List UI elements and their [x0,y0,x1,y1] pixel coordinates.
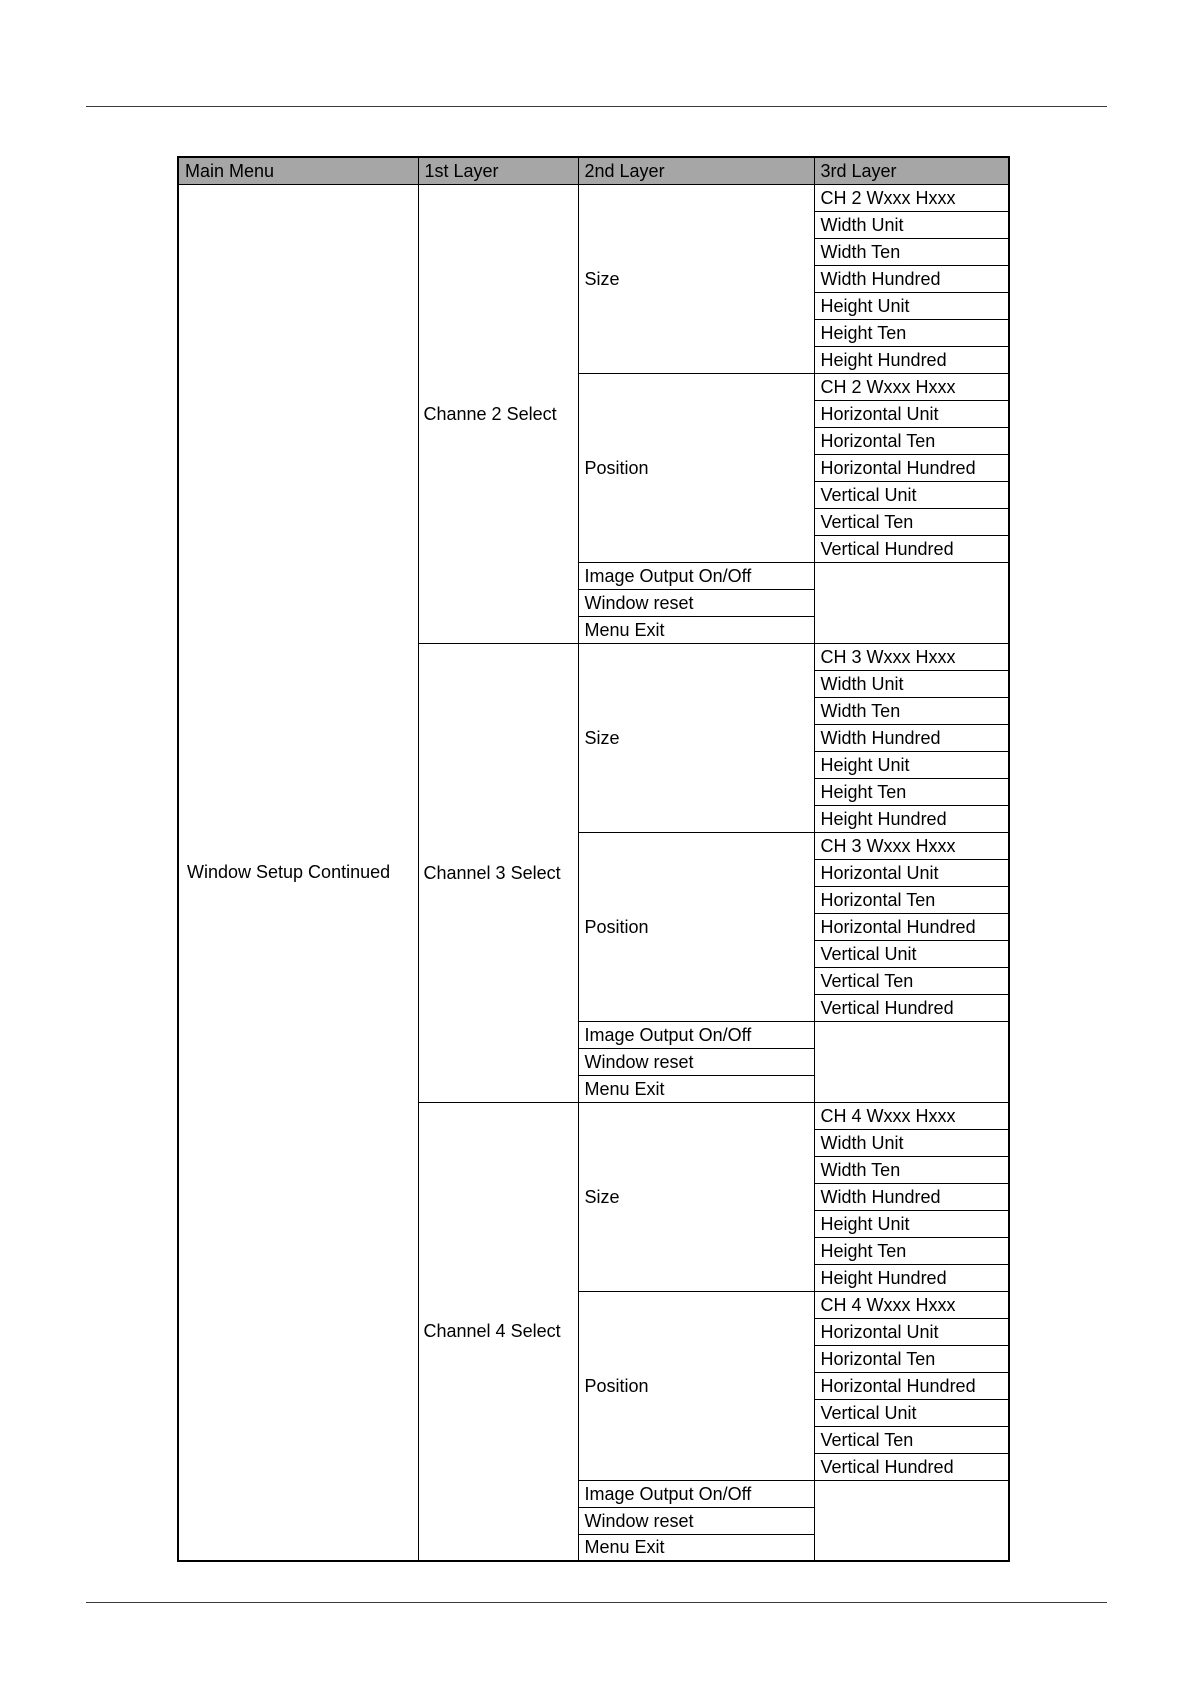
channel-select-cell: Channe 2 Select [418,184,578,643]
group-cell: Position [578,373,814,562]
item-cell: Width Unit [814,211,1009,238]
action-cell: Menu Exit [578,1075,814,1102]
channel-select-cell: Channel 4 Select [418,1102,578,1561]
item-cell: Vertical Unit [814,940,1009,967]
menu-tree-table [177,156,1010,1562]
item-cell: Height Unit [814,292,1009,319]
item-cell: Width Ten [814,1156,1009,1183]
action-cell: Window reset [578,1048,814,1075]
item-cell: Vertical Ten [814,967,1009,994]
bottom-divider [86,1602,1107,1603]
channel-select-cell: Channel 3 Select [418,643,578,1102]
action-cell: Image Output On/Off [578,562,814,589]
item-cell: Height Unit [814,1210,1009,1237]
action-cell: Window reset [578,589,814,616]
table-row [178,184,1009,211]
item-cell: Vertical Hundred [814,535,1009,562]
top-divider [86,106,1107,107]
header-2nd-layer: 2nd Layer [578,157,814,184]
item-cell: CH 4 Wxxx Hxxx [814,1291,1009,1318]
empty-cell [814,1480,1009,1561]
item-cell: Height Unit [814,751,1009,778]
item-cell: Height Ten [814,319,1009,346]
item-cell: Horizontal Unit [814,1318,1009,1345]
main-menu-cell: Window Setup Continued [178,184,418,1561]
action-cell: Window reset [578,1507,814,1534]
empty-cell [814,562,1009,643]
header-main-menu: Main Menu [178,157,418,184]
item-cell: Height Hundred [814,346,1009,373]
action-cell: Menu Exit [578,616,814,643]
action-cell: Image Output On/Off [578,1480,814,1507]
item-cell: Height Ten [814,1237,1009,1264]
action-cell: Menu Exit [578,1534,814,1561]
item-cell: CH 3 Wxxx Hxxx [814,832,1009,859]
item-cell: CH 3 Wxxx Hxxx [814,643,1009,670]
header-3rd-layer: 3rd Layer [814,157,1009,184]
group-cell: Size [578,1102,814,1291]
table-header [178,157,1009,184]
item-cell: Width Unit [814,1129,1009,1156]
item-cell: Vertical Hundred [814,1453,1009,1480]
item-cell: Vertical Unit [814,481,1009,508]
item-cell: CH 2 Wxxx Hxxx [814,373,1009,400]
item-cell: Horizontal Unit [814,400,1009,427]
item-cell: Height Ten [814,778,1009,805]
group-cell: Size [578,184,814,373]
header-row [178,157,1009,184]
item-cell: Height Hundred [814,1264,1009,1291]
table-body [178,184,1009,1561]
item-cell: Vertical Ten [814,508,1009,535]
group-cell: Position [578,1291,814,1480]
group-cell: Position [578,832,814,1021]
item-cell: Horizontal Ten [814,1345,1009,1372]
item-cell: Horizontal Hundred [814,1372,1009,1399]
item-cell: Vertical Hundred [814,994,1009,1021]
item-cell: Width Hundred [814,1183,1009,1210]
group-cell: Size [578,643,814,832]
item-cell: Vertical Unit [814,1399,1009,1426]
item-cell: Horizontal Ten [814,886,1009,913]
item-cell: Horizontal Unit [814,859,1009,886]
item-cell: Width Hundred [814,265,1009,292]
item-cell: Vertical Ten [814,1426,1009,1453]
item-cell: CH 2 Wxxx Hxxx [814,184,1009,211]
item-cell: Horizontal Hundred [814,913,1009,940]
item-cell: CH 4 Wxxx Hxxx [814,1102,1009,1129]
item-cell: Width Unit [814,670,1009,697]
item-cell: Height Hundred [814,805,1009,832]
item-cell: Horizontal Hundred [814,454,1009,481]
item-cell: Width Ten [814,697,1009,724]
item-cell: Horizontal Ten [814,427,1009,454]
header-1st-layer: 1st Layer [418,157,578,184]
item-cell: Width Ten [814,238,1009,265]
item-cell: Width Hundred [814,724,1009,751]
empty-cell [814,1021,1009,1102]
action-cell: Image Output On/Off [578,1021,814,1048]
